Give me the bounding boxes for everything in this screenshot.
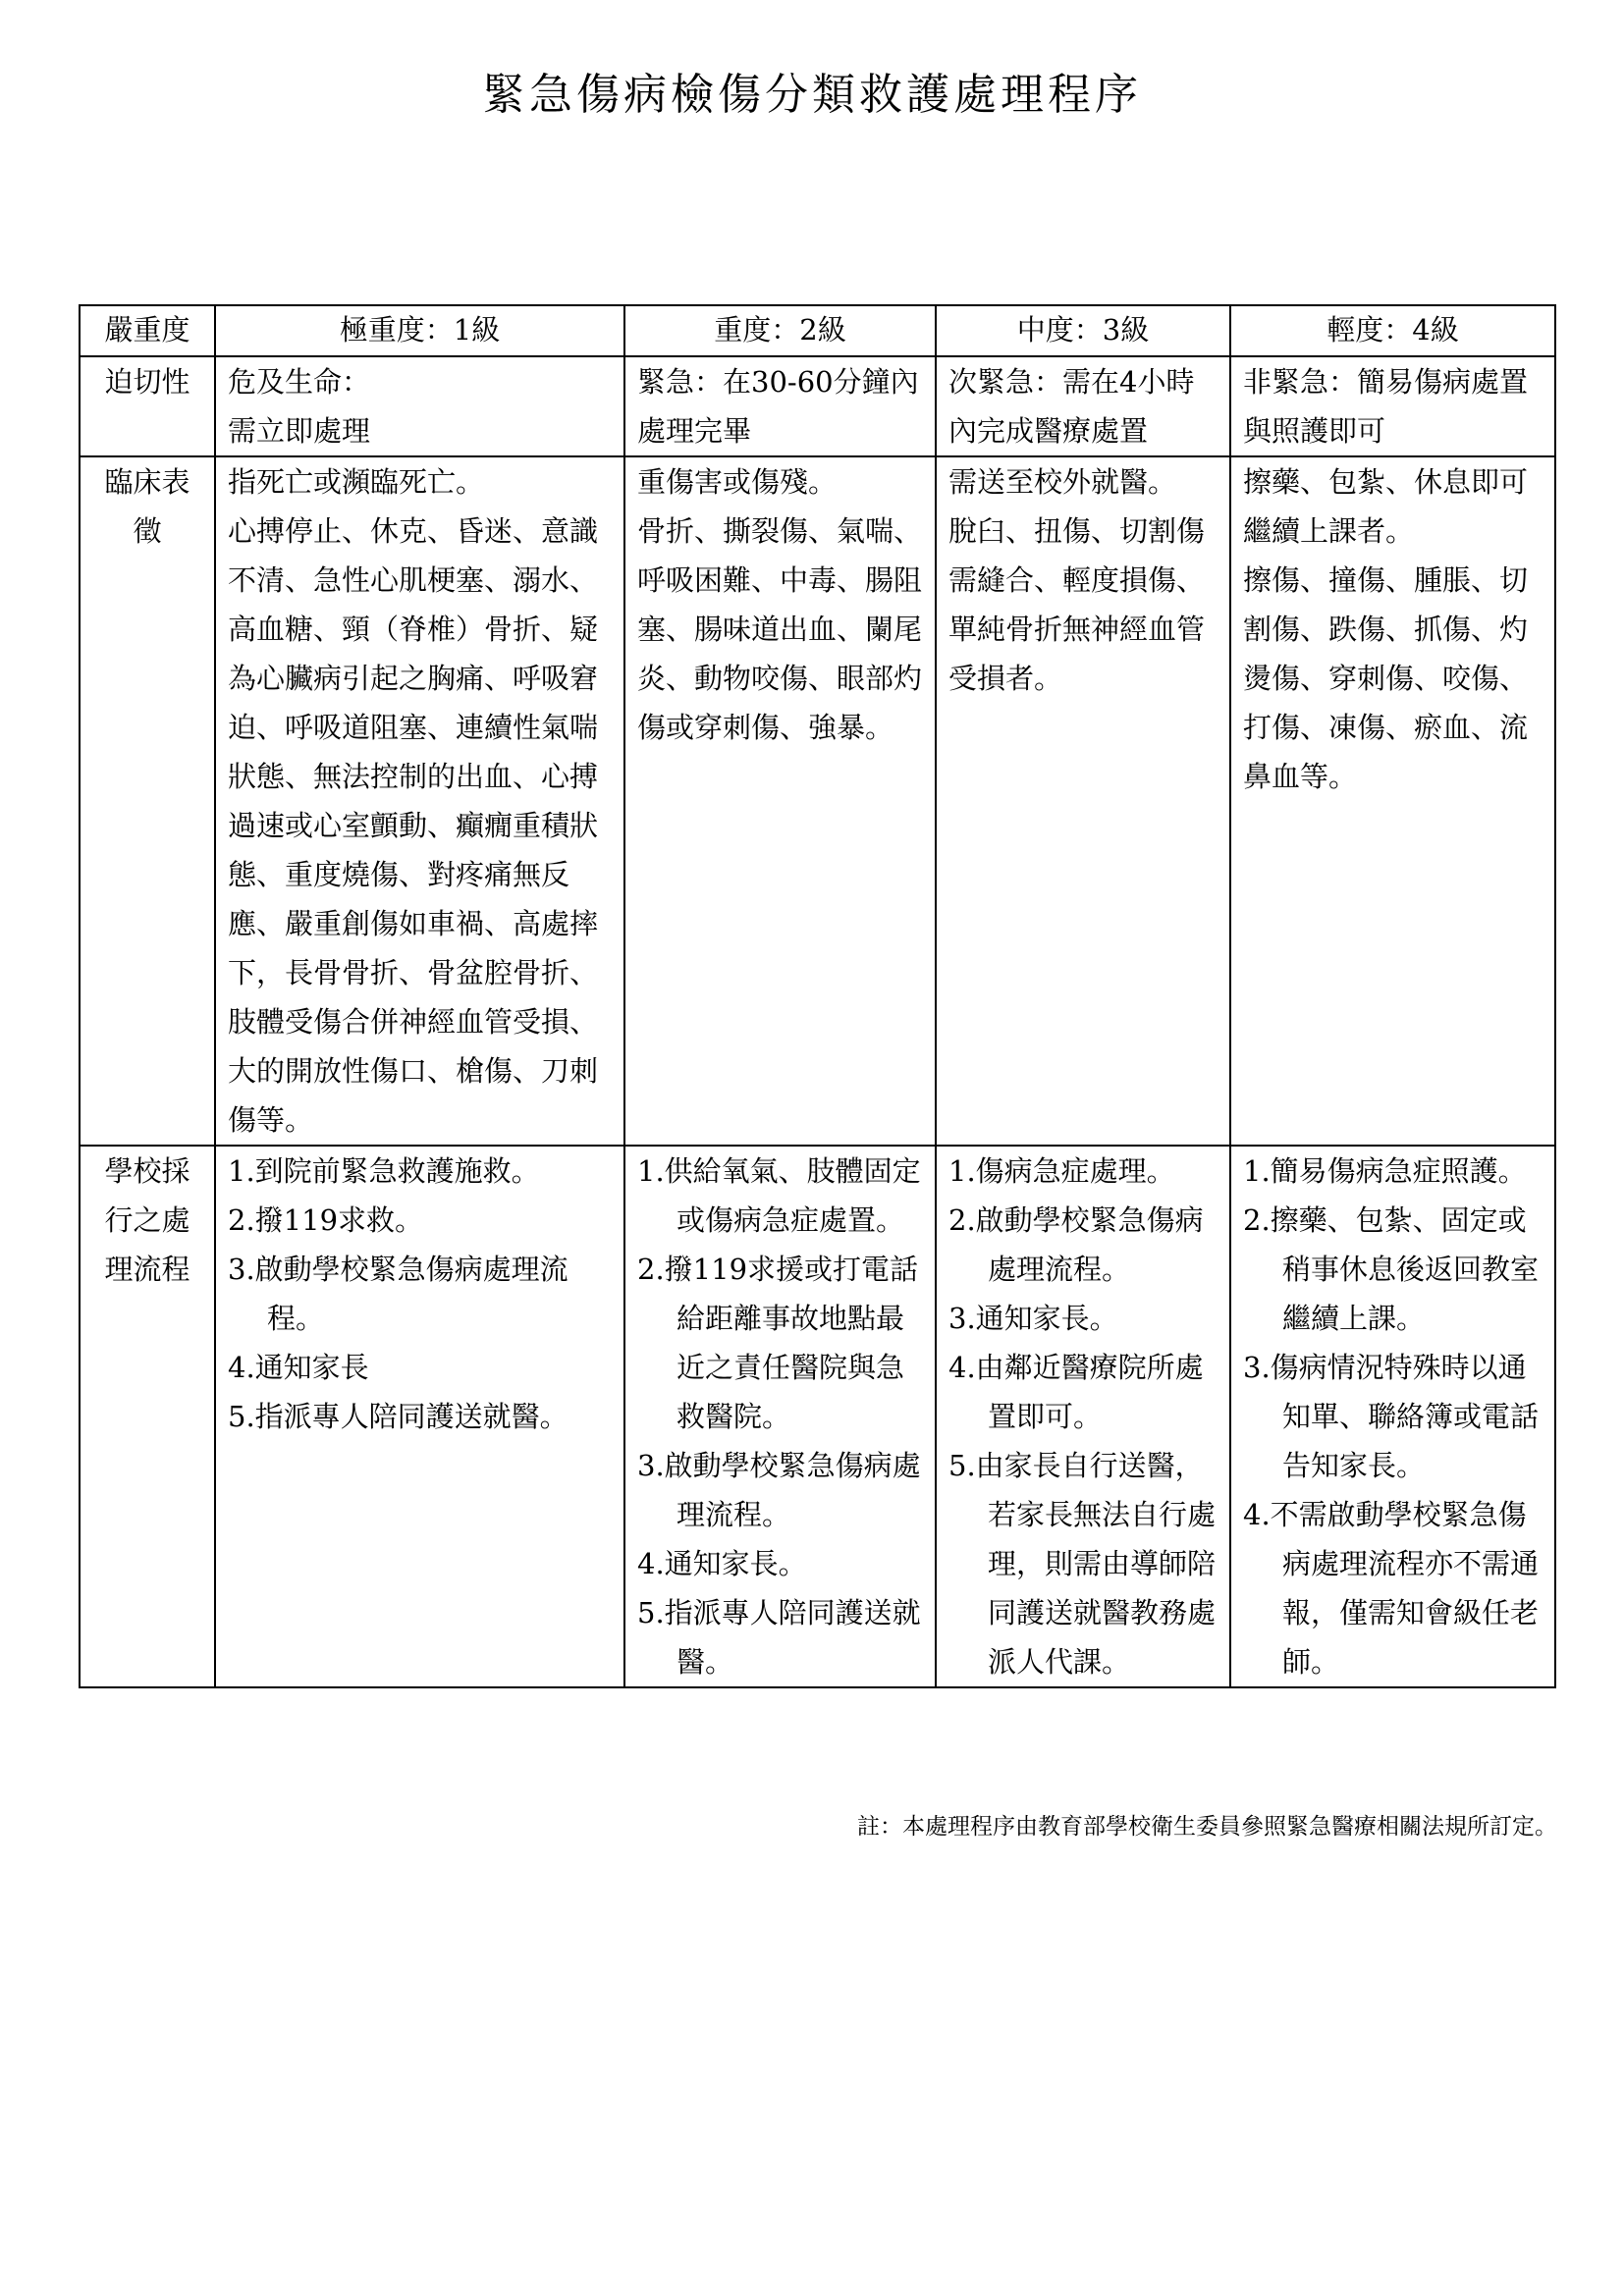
urgency-label: 迫切性 bbox=[80, 356, 215, 456]
urgency-cell-level-2 bbox=[624, 356, 936, 456]
list-item: 3.通知家長。 bbox=[948, 1302, 1118, 1335]
urgency-row bbox=[80, 356, 1555, 456]
list-item: 3.啟動學校緊急傷病處理流程。 bbox=[228, 1253, 568, 1335]
clinical-cell-level-3 bbox=[936, 456, 1230, 1146]
cell-line: 骨折、撕裂傷、氣喘、呼吸困難、中毒、腸阻塞、腸味道出血、闌尾炎、動物咬傷、眼部灼傷或穿刺傷、強暴。 bbox=[637, 514, 923, 744]
list-item: 3.傷病情況特殊時以通知單、聯絡簿或電話告知家長。 bbox=[1243, 1351, 1540, 1482]
list-item: 4.通知家長。 bbox=[637, 1547, 807, 1580]
cell-line: 指死亡或瀕臨死亡。 bbox=[228, 465, 485, 499]
procedure-list bbox=[948, 1147, 1218, 1686]
list-item: 5.指派專人陪同護送就醫。 bbox=[228, 1400, 568, 1433]
clinical-cell-level-1 bbox=[215, 456, 624, 1146]
list-item: 1.到院前緊急救護施救。 bbox=[228, 1154, 540, 1188]
list-item: 4.不需啟動學校緊急傷病處理流程亦不需通報，僅需知會級任老師。 bbox=[1243, 1498, 1540, 1679]
cell-line: 脫臼、扭傷、切割傷需縫合、輕度損傷、單純骨折無神經血管受損者。 bbox=[948, 514, 1206, 695]
level-3-header: 中度：3級 bbox=[936, 305, 1230, 356]
cell-line: 需立即處理 bbox=[228, 414, 371, 448]
list-item: 2.啟動學校緊急傷病處理流程。 bbox=[948, 1203, 1204, 1286]
triage-table bbox=[79, 304, 1556, 1688]
clinical-cell-level-2 bbox=[624, 456, 936, 1146]
list-item: 2.撥119求援或打電話給距離事故地點最近之責任醫院與急救醫院。 bbox=[637, 1253, 919, 1433]
procedure-label: 學校採行之處理流程 bbox=[80, 1146, 215, 1687]
list-item: 2.擦藥、包紮、固定或稍事休息後返回教室繼續上課。 bbox=[1243, 1203, 1540, 1335]
cell-line: 擦傷、撞傷、腫脹、切割傷、跌傷、抓傷、灼燙傷、穿刺傷、咬傷、打傷、凍傷、瘀血、流鼻血等。 bbox=[1243, 563, 1529, 793]
cell-line: 需送至校外就醫。 bbox=[948, 465, 1177, 499]
cell-line: 次緊急：需在4小時內完成醫療處置 bbox=[948, 365, 1195, 448]
level-4-header: 輕度：4級 bbox=[1230, 305, 1555, 356]
level-1-header: 極重度：1級 bbox=[215, 305, 624, 356]
list-item: 5.由家長自行送醫，若家長無法自行處理，則需由導師陪同護送就醫教務處派人代課。 bbox=[948, 1449, 1217, 1679]
procedure-list bbox=[637, 1147, 923, 1686]
cell-line: 心搏停止、休克、昏迷、意識不清、急性心肌梗塞、溺水、高血糖、頸（脊椎）骨折、疑為心臟病引起之胸痛、呼吸窘迫、呼吸道阻塞、連續性氣喘狀態、無法控制的出血、心搏過速或心室顫動、癲癇重積狀態、重度燒傷、對疼痛無反應、嚴重創傷如車禍、高處摔下，長骨骨折、骨盆腔骨折、肢體受傷合併神經血管受損、大的開放性傷口、槍傷、刀刺傷等。 bbox=[228, 514, 599, 1137]
procedure-row bbox=[80, 1146, 1555, 1687]
list-item: 3.啟動學校緊急傷病處理流程。 bbox=[637, 1449, 921, 1531]
procedure-cell-level-3 bbox=[936, 1146, 1230, 1687]
list-item: 4.由鄰近醫療院所處置即可。 bbox=[948, 1351, 1204, 1433]
severity-label: 嚴重度 bbox=[80, 305, 215, 356]
procedure-list bbox=[228, 1147, 612, 1441]
procedure-cell-level-2 bbox=[624, 1146, 936, 1687]
level-2-header: 重度：2級 bbox=[624, 305, 936, 356]
list-item: 1.供給氧氣、肢體固定或傷病急症處置。 bbox=[637, 1154, 921, 1237]
procedure-cell-level-1 bbox=[215, 1146, 624, 1687]
footnote: 註：本處理程序由教育部學校衛生委員參照緊急醫療相關法規所訂定。 bbox=[857, 1814, 1557, 1840]
list-item: 5.指派專人陪同護送就醫。 bbox=[637, 1596, 921, 1679]
list-item: 2.撥119求救。 bbox=[228, 1203, 424, 1237]
cell-line: 非緊急：簡易傷病處置與照護即可 bbox=[1243, 365, 1529, 448]
page-title: 緊急傷病檢傷分類救護處理程序 bbox=[482, 70, 1142, 120]
clinical-cell-level-4 bbox=[1230, 456, 1555, 1146]
urgency-cell-level-1 bbox=[215, 356, 624, 456]
cell-line: 危及生命： bbox=[228, 365, 371, 399]
cell-line: 緊急：在30-60分鐘內處理完畢 bbox=[637, 365, 919, 448]
urgency-cell-level-4 bbox=[1230, 356, 1555, 456]
urgency-cell-level-3 bbox=[936, 356, 1230, 456]
list-item: 1.簡易傷病急症照護。 bbox=[1243, 1154, 1527, 1188]
cell-line: 重傷害或傷殘。 bbox=[637, 465, 838, 499]
header-row bbox=[80, 305, 1555, 356]
list-item: 1.傷病急症處理。 bbox=[948, 1154, 1175, 1188]
clinical-label: 臨床表徵 bbox=[80, 456, 215, 1146]
procedure-cell-level-4 bbox=[1230, 1146, 1555, 1687]
cell-line: 擦藥、包紮、休息即可繼續上課者。 bbox=[1243, 465, 1529, 548]
list-item: 4.通知家長 bbox=[228, 1351, 369, 1384]
clinical-row bbox=[80, 456, 1555, 1146]
procedure-list bbox=[1243, 1147, 1543, 1686]
